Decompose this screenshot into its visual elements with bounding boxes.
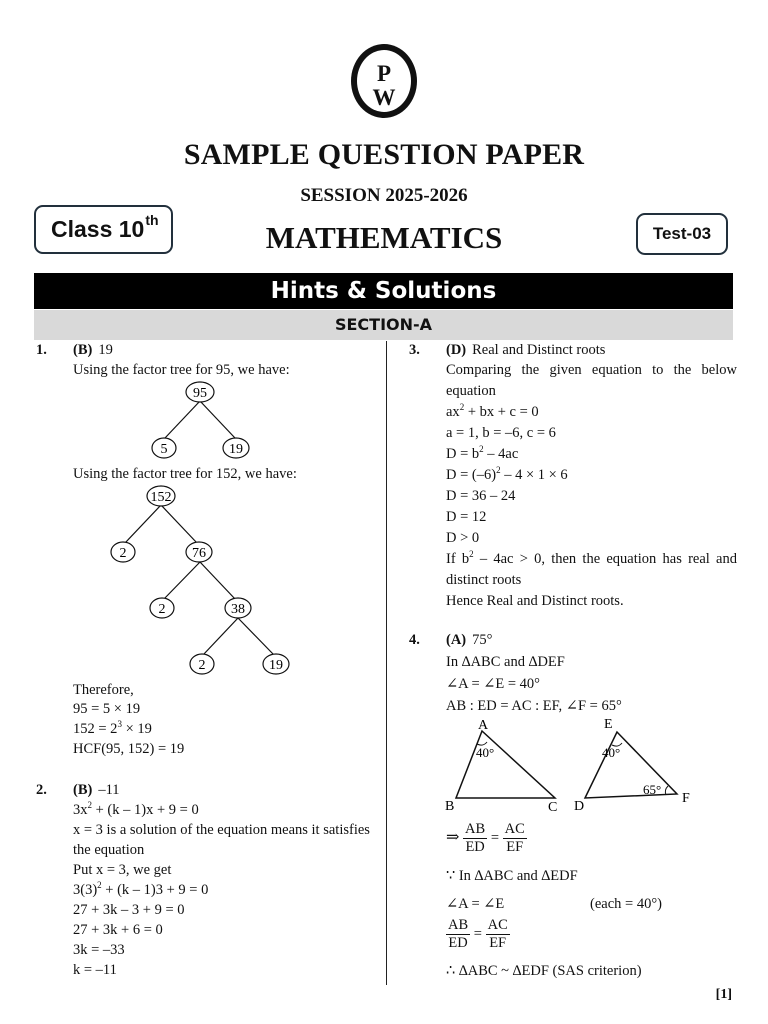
- q2-line-4-a: 3(3): [73, 882, 98, 898]
- class-suffix: th: [145, 212, 159, 229]
- q2-equation: [73, 800, 199, 820]
- q1-line-152-post: × 19: [121, 721, 152, 737]
- triangle-abc: [456, 731, 555, 798]
- tree152-node-e: 2: [198, 658, 206, 673]
- q3-option: (D): [446, 342, 467, 358]
- vertex-e: E: [604, 717, 613, 732]
- q4-line-2: ∠A = ∠E = 40°: [446, 676, 540, 692]
- q3-line-6: [446, 465, 568, 485]
- q4-answer: [446, 630, 492, 650]
- q4-each: (each = 40°): [590, 896, 662, 912]
- q3-line-9: D > 0: [446, 530, 480, 546]
- factor-tree-152: [100, 483, 300, 679]
- q1-intro-152: Using the factor tree for 152, we have:: [73, 466, 297, 482]
- q4-option: (A): [446, 632, 467, 648]
- section-header: SECTION-A: [34, 310, 733, 340]
- class-label: Class 10: [51, 216, 145, 242]
- class-badge: [34, 205, 173, 254]
- angle-f-label: 65°: [643, 782, 662, 797]
- q2-line-1: x = 3 is a solution of the equation means it satisfies: [73, 822, 370, 838]
- similar-triangles-figure: [440, 714, 700, 816]
- q1-answer-value: 19: [98, 342, 113, 358]
- q3-line-10-a: If b: [446, 551, 470, 567]
- column-divider: [386, 341, 387, 985]
- implies-symbol: ⇒: [446, 829, 460, 846]
- vertex-f: F: [682, 791, 690, 806]
- q1-answer: [73, 340, 113, 360]
- q3-line-5-b: – 4ac: [483, 446, 519, 462]
- q3-line-6-a: D = (–6): [446, 467, 497, 483]
- frac2-num-ac: AC: [487, 917, 508, 934]
- q3-line-10: [446, 549, 737, 569]
- q4-conclusion: ∴ ∆ABC ~ ∆EDF (SAS criterion): [446, 963, 642, 979]
- svg-text:W: W: [372, 85, 396, 110]
- q1-option: (B): [73, 342, 93, 358]
- fraction-ab-ed-2: [446, 917, 470, 952]
- q3-line-7: D = 36 – 24: [446, 488, 516, 504]
- q1-line-95: 95 = 5 × 19: [73, 701, 141, 717]
- subject-title: MATHEMATICS: [265, 220, 503, 255]
- q2-number: 2.: [36, 782, 47, 798]
- q2-eq-a: 3x: [73, 802, 88, 818]
- q2-eq-b: + (k – 1)x + 9 = 0: [92, 802, 199, 818]
- q3-line-10-exp: 2: [469, 549, 474, 560]
- tree152-root: 152: [150, 490, 172, 505]
- q1-intro-95: Using the factor tree for 95, we have:: [73, 362, 290, 378]
- q4-number: 4.: [409, 632, 420, 648]
- tree152-node-f: 19: [269, 658, 283, 673]
- q1-line-152-pre: 152 = 2: [73, 721, 118, 737]
- q2-option: (B): [73, 782, 93, 798]
- q3-line-3-a: ax: [446, 404, 460, 420]
- vertex-c: C: [548, 800, 558, 815]
- vertex-d: D: [574, 799, 585, 814]
- test-badge: Test-03: [636, 213, 728, 255]
- angle-e-label: 40°: [602, 745, 621, 760]
- tree152-node-d: 38: [231, 602, 245, 617]
- q2-eq-exp: 2: [87, 800, 92, 811]
- q3-answer-value: Real and Distinct roots: [472, 342, 606, 358]
- q2-line-6: 27 + 3k + 6 = 0: [73, 922, 163, 938]
- q2-line-4-b: + (k – 1)3 + 9 = 0: [101, 882, 209, 898]
- q3-line-3-b: + bx + c = 0: [464, 404, 539, 420]
- frac2-den-ed: ED: [448, 935, 468, 952]
- q4-line-3: AB : ED = AC : EF, ∠F = 65°: [446, 698, 622, 714]
- q1-therefore: Therefore,: [73, 682, 134, 698]
- q1-number: 1.: [36, 342, 47, 358]
- frac2-num-ab: AB: [448, 917, 469, 934]
- q3-line-5-a: D = b: [446, 446, 480, 462]
- q3-answer: [446, 340, 605, 360]
- frac-num-ab: AB: [465, 821, 486, 838]
- q2-answer-value: –11: [98, 782, 120, 798]
- equals-sign-2: =: [473, 926, 482, 942]
- frac-den-ed: ED: [465, 839, 485, 856]
- q2-line-4: [73, 880, 208, 900]
- q3-line-10-b: – 4ac > 0, then the equation has real and: [473, 551, 737, 567]
- q2-answer: [73, 780, 120, 800]
- tree95-right: 19: [229, 442, 243, 457]
- q3-line-5-exp: 2: [479, 444, 484, 455]
- triangle-def: [585, 732, 677, 798]
- q3-line-2: equation: [446, 383, 496, 399]
- q2-line-7: 3k = –33: [73, 942, 125, 958]
- q3-line-1: Comparing the given equation to the below: [446, 362, 737, 378]
- q3-line-4: a = 1, b = –6, c = 6: [446, 425, 556, 441]
- vertex-b: B: [445, 799, 455, 814]
- q3-line-6-b: – 4 × 1 × 6: [500, 467, 568, 483]
- hints-banner: Hints & Solutions: [34, 273, 733, 309]
- q1-hcf: HCF(95, 152) = 19: [73, 741, 185, 757]
- frac2-den-ef: EF: [489, 935, 507, 952]
- q2-line-4-exp: 2: [97, 880, 102, 891]
- q4-line-1: In ∆ABC and ∆DEF: [446, 654, 565, 670]
- angle-a-label: 40°: [476, 745, 495, 760]
- q2-line-2: the equation: [73, 842, 145, 858]
- q3-line-12: Hence Real and Distinct roots.: [446, 593, 624, 609]
- q3-line-8: D = 12: [446, 509, 487, 525]
- frac-num-ac: AC: [504, 821, 525, 838]
- q4-ratio-line-2: [446, 916, 510, 956]
- factor-tree-95: [140, 378, 270, 464]
- q1-line-152-exp: 3: [117, 719, 122, 730]
- fraction-ab-ed: [463, 821, 487, 856]
- frac-den-ef: EF: [506, 839, 524, 856]
- svg-text:P: P: [376, 61, 392, 86]
- page-number: [1]: [715, 987, 732, 1002]
- q1-line-152: [73, 719, 152, 739]
- q3-line-5: [446, 444, 518, 464]
- tree95-root: 95: [193, 386, 207, 401]
- fraction-ac-ef-2: [486, 917, 510, 952]
- tree152-node-c: 2: [158, 602, 166, 617]
- pw-logo: [349, 42, 419, 120]
- q4-angle-eq: ∠A = ∠E: [446, 896, 505, 912]
- q3-line-3-exp: 2: [459, 402, 465, 413]
- q4-answer-value: 75°: [472, 632, 493, 648]
- q2-line-3: Put x = 3, we get: [73, 862, 172, 878]
- q3-line-3: [446, 402, 539, 422]
- q2-line-8: k = –11: [73, 962, 117, 978]
- q4-since: ∵ In ∆ABC and ∆EDF: [446, 868, 578, 884]
- q4-ratio-line: [446, 820, 527, 860]
- paper-title: SAMPLE QUESTION PAPER: [183, 138, 585, 171]
- q2-line-5: 27 + 3k – 3 + 9 = 0: [73, 902, 185, 918]
- q3-line-6-exp: 2: [496, 465, 501, 476]
- vertex-a: A: [478, 718, 489, 733]
- q3-line-11: distinct roots: [446, 572, 522, 588]
- tree95-left: 5: [160, 442, 168, 457]
- q3-number: 3.: [409, 342, 420, 358]
- fraction-ac-ef: [503, 821, 527, 856]
- equals-sign: =: [490, 830, 499, 846]
- session-label: SESSION 2025-2026: [300, 185, 468, 206]
- tree152-node-a: 2: [119, 546, 127, 561]
- tree152-node-b: 76: [192, 546, 206, 561]
